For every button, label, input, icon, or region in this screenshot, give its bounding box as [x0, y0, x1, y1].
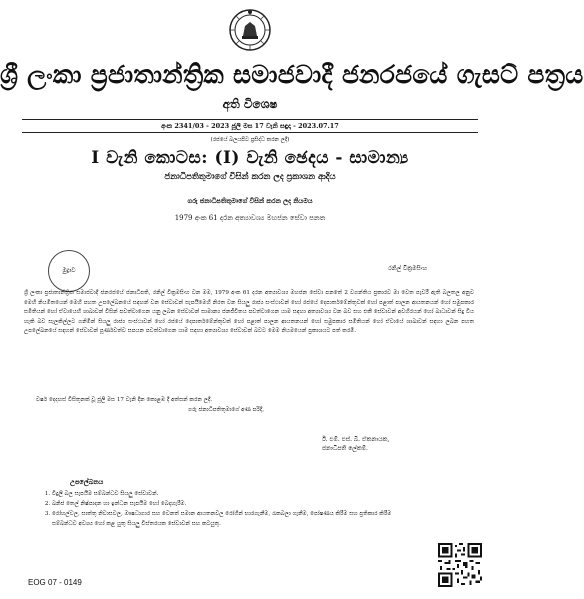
schedule-item: 1. විදුලි බල සැපයීම සම්බන්ධව සියලු සේවාවන්.	[52, 489, 412, 499]
order-body-paragraph: ශ්‍රී ලංකා ප්‍රජාතාන්ත්‍රික සමාජවාදී ජනරජයේ ජනාධිපති, රනිල් වික්‍රමසිංහ වන මම, 1979 අංක 61 දරන අත්‍යාවශ්‍ය මහජන සේවා පනතේ 2 වගන්තිය ප්‍රකාරව මා වෙත පැවරී ඇති බලතල අනුව මෙහි නියමිතයෙන් මෙහි පහත උපලේඛනයේ සඳහන් වන සේවාවන් සැපයීමෙහි නිරත වන සියලු රාජ්‍ය සංස්ථාවන් හෝ රජයේ දෙපාර්තමේන්තුවක් හෝ පළාත් පාලන ආයතනයන් හෝ සමුපකාර සමිතියන් හෝ ඒවායෙහි ශාඛාවන් විසින් පවත්වාගෙන යනු ලබන සේවාවන් සාමාන්‍ය ජනජීවිතය පවත්වාගෙන යාම සඳහා අත්‍යාවශ්‍ය වන බව සහ එකී සේවාවන් අවහිරයන් හෝ බාධාවන් සිදු විය හැකි බව සැලකිල්ලට ගනිමින් සියලු රාජ්‍ය සංස්ථාවන් හෝ රජයේ දෙපාර්තමේන්තුවක් හෝ පළාත් පාලන ආයතනයන් හෝ සමුපකාර සමිතියන් හෝ ඒවායේ ශාඛාවන් සඳහා ලබන පහත උපලේඛනයේ සඳහන් සේවාවන් පූර්ණවත්ව සපයන පවත්වාගෙන යාම සඳහා අත්‍යාවශ්‍ය සේවාවන් බවට මෙම නියමයෙන් ප්‍රකාශයට පත් කරමි.	[24, 290, 474, 334]
president-name: රනිල් වික්‍රමසිංහ	[388, 265, 428, 272]
part-title: I වැනි කොටස: (I) වැනි ඡෙදය - සාමාන්‍ය	[91, 148, 409, 168]
schedule-item: 3. රෝහල්වල, සාත්තු නිවාසවල, ඖෂධාගාර සහ වෙනත් සමාන ආයතනවල රෝගීන් භාරගැනීම, රැකබලා ගැනීම, පෝෂණය කිරීම සහ ප්‍රතිකාර කිරීම සම්බන්ධව අවශ්‍ය හෝ කළ යුතු සියලු විස්තරයක සේවාවන් සහ කටයුතු.	[52, 509, 412, 529]
order-title: ගරු ජනාධිපතිතුමාගේ විසින් කරන ලද නියමය	[187, 197, 313, 205]
national-emblem-icon	[228, 6, 272, 54]
schedule-item: 2. ඛනිජ තෙල් නිෂ්පාදන හා ඉන්ධන සැපයීම හෝ බෙදාහැරීම.	[52, 499, 412, 509]
signer-name: ඊ. එම්. එස්. බී. ඒකනායක,	[322, 436, 390, 443]
qr-code-icon	[438, 543, 482, 587]
divider-top	[22, 119, 478, 120]
seal-label: මුද්‍රාව	[62, 267, 76, 274]
command-line: ගරු ජනාධිපතිතුමාගේ අණ පරිදි,	[188, 407, 265, 413]
given-line: වර්ෂ දෙදහස් විසිතුනක් වූ ජූලි මස 17 වැනි දින කොළඹ දී අත්සන් කරන ලදී.	[36, 397, 213, 403]
act-title: 1979 අංක 61 දරන අත්‍යාවශ්‍ය මහජන සේවා පනත	[174, 214, 326, 222]
divider-bottom	[22, 132, 478, 133]
signer-title: ජනාධිපති ලේකම්.	[322, 445, 368, 452]
gazette-masthead: ශ්‍රී ලංකා ප්‍රජාතාන්ත්‍රික සමාජවාදී ජනරජයේ ගැසට් පත්‍රය	[0, 60, 584, 89]
publication-note: (රජයේ බලයපිට ප්‍රසිද්ධ කරන ලදී)	[210, 137, 290, 143]
signer-block	[322, 435, 389, 453]
schedule-title: උපලේඛනය	[70, 478, 104, 486]
document-code: EOG 07 - 0149	[28, 578, 82, 587]
schedule-list	[34, 489, 412, 529]
part-subtitle: ජනාධිපතිතුමාගේ විසින් කරන ලද ප්‍රකාශන ආදිය	[164, 172, 336, 182]
seal-placeholder	[48, 250, 90, 292]
issue-line: අංක 2341/03 - 2023 ජූලි මස 17 වැනි සඳුදා - 2023.07.17	[161, 122, 339, 130]
gazette-extraordinary-label: අති විශෙෂ	[222, 97, 278, 111]
